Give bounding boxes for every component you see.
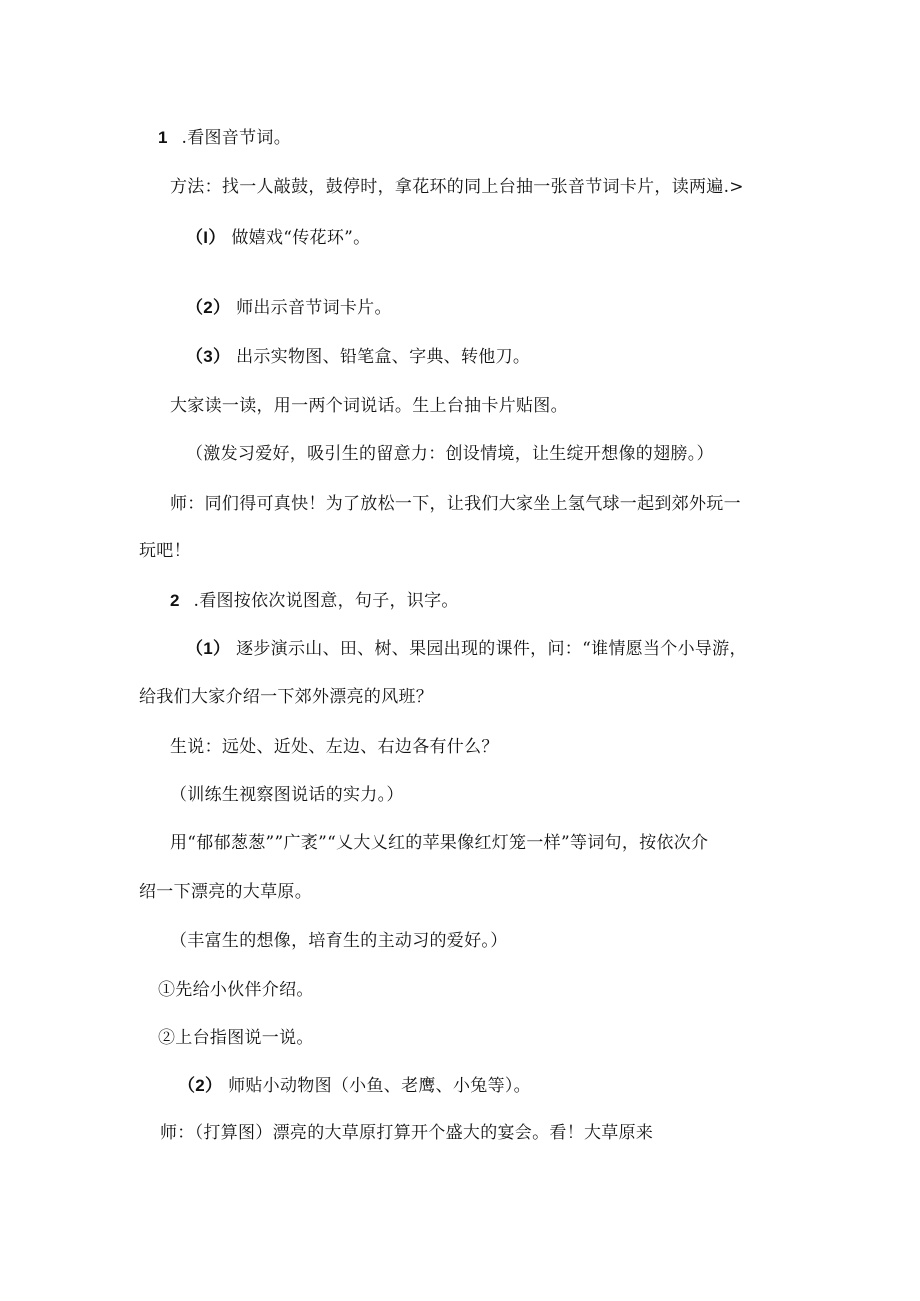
paragraph-text: ①先给小伙伴介绍。 bbox=[158, 980, 314, 1000]
item-text: 师贴小动物图（小鱼、老鹰、小兔等）。 bbox=[228, 1076, 531, 1096]
paragraph-line bbox=[170, 493, 741, 515]
paragraph-text: 玩吧！ bbox=[139, 541, 191, 561]
section-number: 2 bbox=[170, 591, 180, 610]
list-item bbox=[186, 638, 747, 660]
item-number: （I） bbox=[186, 228, 226, 247]
item-number: （3） bbox=[186, 347, 231, 366]
paragraph-text: 方法：找一人敲鼓，鼓停时，拿花环的同上台抽一张音节词卡片，读两遍.> bbox=[170, 177, 744, 197]
list-item bbox=[178, 1075, 531, 1097]
paragraph-line bbox=[170, 784, 404, 806]
paragraph-text: （丰富生的想像，培育生的主动习的爱好。） bbox=[170, 931, 508, 951]
paragraph-line bbox=[170, 395, 568, 417]
paragraph-line bbox=[139, 686, 433, 708]
paragraph-text: 师：同们得可真快！为了放松一下，让我们大家坐上氢气球一起到郊外玩一 bbox=[170, 494, 741, 514]
paragraph-line bbox=[139, 881, 312, 903]
paragraph-text: 生说：远处、近处、左边、右边各有什么？ bbox=[170, 737, 499, 757]
paragraph-line bbox=[170, 832, 708, 854]
paragraph-text: 给我们大家介绍一下郊外漂亮的风班？ bbox=[139, 687, 434, 707]
item-text: 师出示音节词卡片。 bbox=[236, 298, 392, 318]
paragraph-line bbox=[158, 1027, 314, 1049]
paragraph-text: ②上台指图说一说。 bbox=[158, 1028, 314, 1048]
item-text: 逐步演示山、田、树、果园出现的课件，问：“谁情愿当个小导游， bbox=[236, 639, 747, 659]
paragraph-text: 大家读一读，用一两个词说话。生上台抽卡片贴图。 bbox=[170, 396, 568, 416]
paragraph-line bbox=[158, 979, 314, 1001]
paragraph-line bbox=[139, 540, 191, 562]
item-text: 做嬉戏“传花环”。 bbox=[231, 228, 371, 248]
paragraph-text: 绍一下漂亮的大草原。 bbox=[139, 882, 312, 902]
paragraph-line bbox=[170, 930, 508, 952]
paragraph-text: （训练生视察图说话的实力。） bbox=[170, 785, 404, 805]
paragraph-text: 用“郁郁葱葱””广袤”“乂大乂红的苹果像红灯笼一样”等词句，按依次介 bbox=[170, 833, 709, 853]
paragraph-line bbox=[170, 736, 499, 758]
paragraph-line bbox=[186, 443, 714, 465]
paragraph-line bbox=[160, 1122, 653, 1144]
item-number: （2） bbox=[178, 1076, 223, 1095]
section-2-heading bbox=[170, 590, 459, 612]
list-item bbox=[186, 227, 370, 249]
section-1-heading bbox=[158, 127, 291, 149]
item-text: 出示实物图、铅笔盒、字典、转他刀。 bbox=[236, 347, 531, 367]
list-item bbox=[186, 346, 530, 368]
paragraph-text: （激发习爱好，吸引生的留意力：创设情境，让生绽开想像的翅膀。） bbox=[186, 444, 714, 464]
item-number: （2） bbox=[186, 298, 231, 317]
list-item bbox=[186, 297, 392, 319]
heading-text: .看图按依次说图意，句子，识字。 bbox=[193, 591, 459, 611]
item-number: （1） bbox=[186, 639, 231, 658]
paragraph-text: 师：（打算图）漂亮的大草原打算开个盛大的宴会。看！大草原来 bbox=[160, 1123, 654, 1143]
heading-text: .看图音节词。 bbox=[181, 128, 291, 148]
section-number: 1 bbox=[158, 128, 168, 147]
paragraph-line bbox=[170, 176, 744, 198]
